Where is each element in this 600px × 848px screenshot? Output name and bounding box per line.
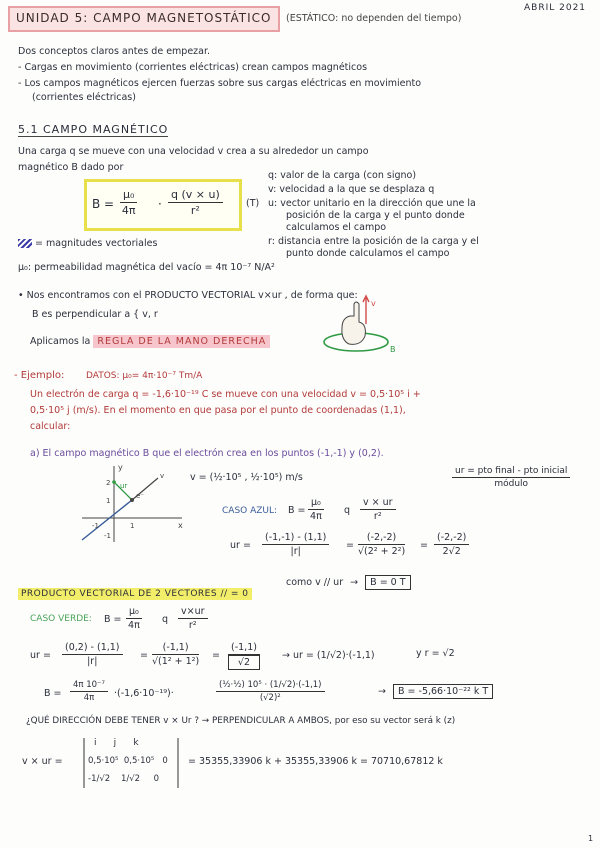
graph-neg1y: -1	[104, 532, 111, 540]
formula-dot: ·	[158, 197, 162, 211]
azul-q: q	[344, 505, 351, 516]
def-u-1: u: vector unitario en la dirección que une la	[268, 198, 476, 209]
verde-mu: μ₀	[126, 606, 142, 619]
formula-lhs: B =	[92, 197, 115, 211]
azul-4pi: 4π	[310, 511, 322, 522]
b2-num-1: 4π 10⁻⁷	[70, 680, 108, 692]
example-line-2: 0,5·10⁵ j (m/s). En el momento en que pasa por el punto de coordenadas (1,1),	[30, 405, 406, 416]
intro-line-2: - Cargas en movimiento (corrientes eléctricas) crean campos magnéticos	[18, 62, 368, 73]
graph-e: e⁻	[136, 492, 145, 500]
det-row-3: -1/√2 1/√2 0	[88, 774, 159, 784]
intro-line-4: (corrientes eléctricas)	[32, 92, 136, 103]
hand-shape	[342, 302, 366, 344]
det-row-1: i j k	[94, 738, 139, 748]
azul-ur-num-3: (-2,-2)	[434, 532, 469, 545]
verde-num-2: (-1,1)	[152, 642, 199, 655]
formula-unit: (T)	[246, 198, 260, 209]
equals-sign-3: =	[140, 650, 148, 661]
azul-ur-num-1: (-1,-1) - (1,1)	[262, 532, 329, 545]
formula-num: q (v × u)	[168, 188, 223, 203]
def-u-3: calculamos el campo	[286, 222, 387, 233]
verde-vxur-frac	[178, 606, 208, 631]
equals-sign-4: =	[212, 650, 220, 661]
right-hand-sketch	[316, 292, 406, 364]
caso-verde: CASO VERDE:	[30, 614, 92, 624]
def-q: q: valor de la carga (con signo)	[268, 170, 417, 181]
equals-sign-2: =	[420, 540, 428, 551]
b2-num-2: (½·½) 10⁵ · (1/√2)·(-1,1)	[216, 680, 325, 692]
product-heading: PRODUCTO VECTORIAL DE 2 VECTORES // = 0	[18, 588, 252, 600]
hand-b-label: B	[390, 345, 396, 354]
velocity-eq: v = (½·10⁵ , ½·10⁵) m/s	[190, 472, 303, 483]
b2-lhs: B =	[44, 688, 62, 699]
hand-v-label: v	[371, 299, 376, 308]
formula-den: r²	[190, 204, 200, 217]
azul-ur-frac-1	[262, 532, 329, 557]
formula-mu: μ₀	[120, 188, 137, 203]
verde-num-3: (-1,1)	[228, 642, 260, 655]
graph-v: v	[160, 472, 165, 480]
verde-b-eq: B =	[104, 614, 122, 625]
section-text-1: Una carga q se mueve con una velocidad v crea a su alrededor un campo	[18, 146, 369, 157]
page-title: UNIDAD 5: CAMPO MAGNETOSTÁTICO	[16, 11, 272, 25]
def-r-2: punto donde calculamos el campo	[286, 248, 450, 259]
section-heading: 5.1 CAMPO MAGNÉTICO	[18, 123, 169, 136]
formula-main-frac	[168, 188, 223, 217]
azul-b-eq: B =	[288, 505, 306, 516]
page-date: ABRIL 2021	[524, 3, 587, 13]
coordinate-graph	[74, 462, 184, 544]
b2-result-line: → B = -5,66·10⁻²² k T	[378, 686, 493, 697]
example-line-1: Un electrón de carga q = -1,6·10⁻¹⁹ C se mueve con una velocidad v = 0,5·10⁵ i +	[30, 389, 421, 400]
example-label: - Ejemplo:	[14, 370, 65, 381]
verde-q: q	[162, 614, 169, 625]
azul-ur-frac-2	[358, 532, 405, 557]
b2-frac-2	[216, 680, 325, 703]
det-lhs: v × ur =	[22, 756, 63, 767]
equals-sign-1: =	[346, 540, 354, 551]
graph-x1: 1	[130, 522, 135, 530]
b2-result: B = -5,66·10⁻²² k T	[393, 684, 493, 699]
cross-product-line: • Nos encontramos con el PRODUCTO VECTORIAL v×ur , de forma que:	[18, 290, 358, 301]
rule-prefix: Aplicamos la	[30, 336, 91, 347]
vector-note-text: = magnitudes vectoriales	[35, 238, 158, 249]
graph-y2: 2	[106, 479, 111, 487]
formula-4pi: 4π	[121, 204, 136, 217]
ur-note-num: ur = pto final - pto inicial	[452, 466, 570, 478]
verde-ur-eq: ur =	[30, 650, 51, 661]
ur-note-den: módulo	[494, 479, 529, 489]
vector-note	[18, 238, 157, 249]
b2-den-1: 4π	[83, 693, 95, 703]
verde-frac-2	[152, 642, 199, 667]
azul-ur-eq: ur =	[230, 540, 251, 551]
page-number: 1	[588, 834, 594, 843]
verde-den-1: |r|	[87, 656, 98, 667]
caso-azul: CASO AZUL:	[222, 506, 278, 516]
hatch-icon	[18, 239, 32, 248]
det-row-2: 0,5·10⁵ 0,5·10⁵ 0	[88, 756, 168, 766]
verde-num-1: (0,2) - (1,1)	[62, 642, 123, 655]
b-zero-result: B = 0 T	[365, 575, 410, 590]
verde-den-2: √(1² + 1²)	[152, 656, 200, 667]
graph-neg1x: -1	[92, 522, 99, 530]
graph-ur: ur	[120, 482, 128, 490]
example-line-3: calcular:	[30, 421, 71, 432]
title-subtitle: (ESTÁTICO: no dependen del tiempo)	[286, 13, 462, 24]
det-result: = 35355,33906 k + 35355,33906 k = 70710,67812 k	[188, 756, 443, 767]
azul-ur-den-1: |r|	[290, 546, 301, 557]
def-r-1: r: distancia entre la posición de la carga y el	[268, 236, 479, 247]
formula-mu-frac	[120, 188, 137, 217]
part-a: a) El campo magnético B que el electrón crea en los puntos (-1,-1) y (0,2).	[30, 448, 384, 459]
azul-mu-frac	[308, 497, 324, 522]
graph-x-label: x	[178, 521, 183, 530]
section-text-2: magnético B dado por	[18, 162, 124, 173]
intro-line-3: - Los campos magnéticos ejercen fuerzas sobre sus cargas eléctricas en movimiento	[18, 78, 422, 89]
verde-mu-frac	[126, 606, 142, 631]
verde-frac-3	[228, 642, 260, 670]
verde-den-3: √2	[228, 655, 260, 670]
azul-vxur: v × ur	[360, 497, 396, 510]
graph-y-label: y	[118, 463, 123, 472]
right-hand-rule: REGLA DE LA MANO DERECHA	[93, 335, 270, 348]
ur-note	[452, 466, 570, 489]
intro-line-1: Dos conceptos claros antes de empezar.	[18, 46, 211, 57]
azul-ur-den-2: √(2² + 2²)	[358, 546, 406, 557]
graph-y1: 1	[106, 497, 111, 505]
como-text: como v // ur	[286, 577, 344, 588]
electron-point	[130, 498, 134, 502]
rule-line	[30, 336, 270, 347]
example-datos: DATOS: μ₀= 4π·10⁻⁷ Tm/A	[86, 371, 203, 381]
verde-r-result: y r = √2	[416, 648, 455, 659]
b2-den-2: (√2)²	[259, 693, 281, 703]
azul-mu: μ₀	[308, 497, 324, 510]
b2-frac-1	[70, 680, 108, 703]
def-u-2: posición de la carga y el punto donde	[286, 210, 465, 221]
azul-ur-frac-3	[434, 532, 469, 557]
azul-vxur-frac	[360, 497, 396, 522]
mu-definition: μ₀: permeabilidad magnética del vacío = 4π 10⁻⁷ N/A²	[18, 262, 275, 273]
azul-r2: r²	[373, 511, 382, 522]
perpendicular-line: B es perpendicular a { v, r	[32, 309, 158, 320]
azul-ur-num-2: (-2,-2)	[358, 532, 405, 545]
def-v: v: velocidad a la que se desplaza q	[268, 184, 435, 195]
verde-ur-result: → ur = (1/√2)·(-1,1)	[282, 650, 375, 661]
verde-vxur: v×ur	[178, 606, 208, 619]
verde-4pi: 4π	[128, 620, 140, 631]
direction-question: ¿QUÉ DIRECCIÓN DEBE TENER v × Ur ? → PERPENDICULAR A AMBOS, por eso su vector será k (z)	[26, 716, 456, 726]
verde-r2: r²	[188, 620, 197, 631]
b2-mid: ·(-1,6·10⁻¹⁹)·	[114, 688, 174, 699]
verde-frac-1	[62, 642, 123, 667]
como-line: como v // ur → B = 0 T	[286, 577, 411, 588]
point-0-2	[112, 480, 116, 484]
azul-ur-den-3: 2√2	[442, 546, 461, 557]
